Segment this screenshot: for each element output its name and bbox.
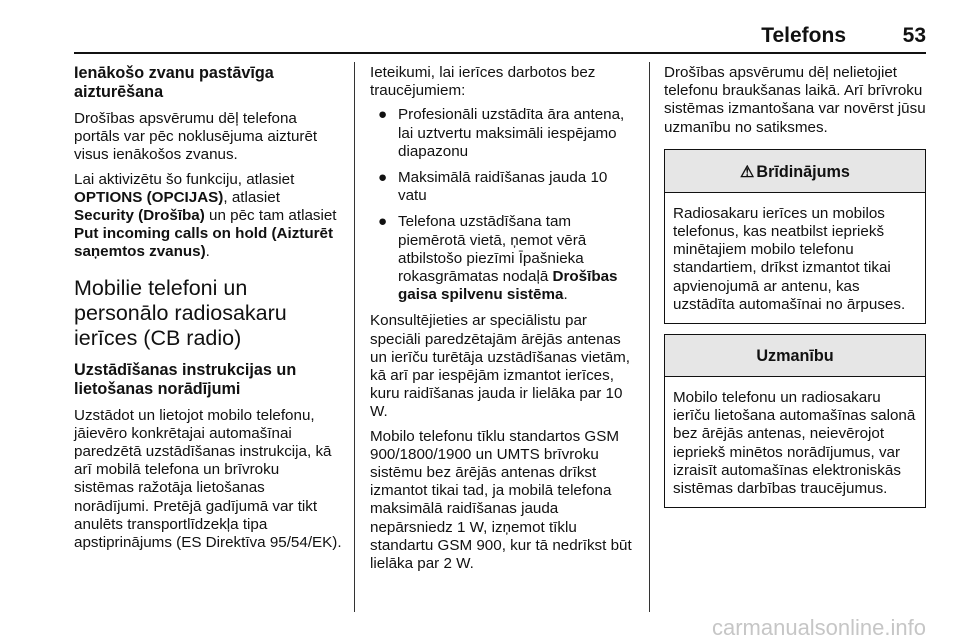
column-divider-left	[354, 62, 355, 612]
warning-box	[664, 149, 926, 324]
paragraph-recommendations: Ieteikumi, lai ierīces darbotos bez traucējumiem:	[370, 64, 596, 100]
menu-put-on-hold-label: Put incoming calls on hold (Aizturēt saņemtos zvanus)	[74, 225, 334, 261]
recommendation-list	[370, 106, 638, 304]
list-item-text: Maksimālā raidīšanas jauda 10 vatu	[398, 169, 608, 205]
heading-installation: Uzstādīšanas instrukcijas un lietošanas norādījumi	[74, 360, 297, 398]
column-left	[74, 64, 342, 558]
warning-icon: ⚠	[740, 163, 755, 181]
list-item-text: Telefona uzstādīšana tam piemērotā vietā, ņemot vērā atbilstošo piezīmi Īpašnieka rokasgrāmatas nodaļā	[398, 213, 587, 286]
page-header	[74, 22, 926, 54]
text-fragment: Lai aktivizētu šo funkciju, atlasiet	[74, 170, 295, 188]
warning-title: Brīdinājums	[756, 162, 850, 181]
list-item-text: Profesionāli uzstādīta āra antena, lai uztvertu maksimāli iespējamo diapazonu	[398, 106, 625, 160]
paragraph-installation: Uzstādot un lietojot mobilo telefonu, jāievēro konkrētajai automašīnai paredzētā uzstādīšanas instrukcija, kā arī mobilā telefona un brīvroku sistēmas ražotāja lietošanas norādījumi. Pretējā gadījumā var tikt anulēts transportlīdzekļa tipa apstiprinājums (ES Direktīva 95/54/EK).	[74, 406, 342, 552]
paragraph-safety: Drošības apsvērumu dēļ nelietojiet telefonu braukšanas laikā. Arī brīvroku sistēmas izmantošana var novērst jūsu uzmanību no satiksmes.	[664, 64, 926, 136]
column-right	[664, 64, 926, 518]
page-number: 53	[902, 24, 926, 47]
text-fragment: .	[563, 286, 568, 304]
caution-title: Uzmanību	[756, 347, 834, 366]
warning-header	[665, 150, 925, 193]
bullet-icon: ●	[378, 213, 388, 231]
section-title: Telefons	[761, 24, 846, 47]
caution-body: Mobilo telefonu un radiosakaru ierīču lietošana automašīnas salonā bez ārējās antenas, neievērojot iepriekš minētos norādījumus, var izraisīt automašīnas elektroniskās sistēmas darbības traucējumus.	[673, 389, 916, 498]
bullet-icon: ●	[378, 169, 388, 187]
warning-body: Radiosakaru ierīces un mobilos telefonus, kas neatbilst iepriekš minētajiem mobilo telefonu standartiem, drīkst izmantot tikai apvienojumā ar antenu, kas uzstādīta automašīnai no ārpuses.	[673, 204, 906, 313]
watermark: carmanualsonline.info	[711, 615, 926, 640]
text-fragment: .	[205, 243, 210, 261]
text-fragment: , atlasiet	[223, 188, 280, 206]
paragraph-consult: Konsultējieties ar speciālistu par speciāli paredzētajām ārējās antenas un ierīču turētāja uzstādīšanas vietām, kā arī par iespējām izmantot ierīces, kuru raidīšanas jauda ir lielāka par 10 W.	[370, 312, 631, 421]
heading-call-hold: Ienākošo zvanu pastāvīga aizturēšana	[74, 64, 274, 101]
column-middle	[370, 64, 638, 579]
menu-options-label: OPTIONS (OPCIJAS)	[74, 188, 224, 206]
menu-security-label: Security (Drošība)	[74, 207, 205, 225]
caution-header	[665, 335, 925, 377]
paragraph-activate	[74, 171, 342, 262]
paragraph-gsm: Mobilo telefonu tīklu standartos GSM 900/1800/1900 un UMTS brīvroku sistēmu bez ārējās antenas drīkst izmantot tikai tad, ja mobilā telefona maksimālā raidīšanas jauda nepārsniedz 1 W, izņemot tīklu standartu GSM 900, kur tā nedrīkst būt lielāka par 2 W.	[370, 427, 632, 573]
airbag-reference: Drošības gaisa spilvenu sistēma	[398, 268, 618, 304]
paragraph-call-hold: Drošības apsvērumu dēļ telefona portāls var pēc noklusējuma aizturēt visus ienākošos zvanus.	[74, 110, 318, 164]
list-item	[370, 169, 638, 205]
list-item	[370, 213, 638, 304]
bullet-icon: ●	[378, 106, 388, 124]
list-item	[370, 106, 638, 161]
heading-mobile-phones: Mobilie telefoni un personālo radiosakaru ierīces (CB radio)	[74, 275, 287, 350]
caution-box	[664, 334, 926, 508]
text-fragment: un pēc tam atlasiet	[204, 207, 337, 225]
column-divider-right	[649, 62, 650, 612]
